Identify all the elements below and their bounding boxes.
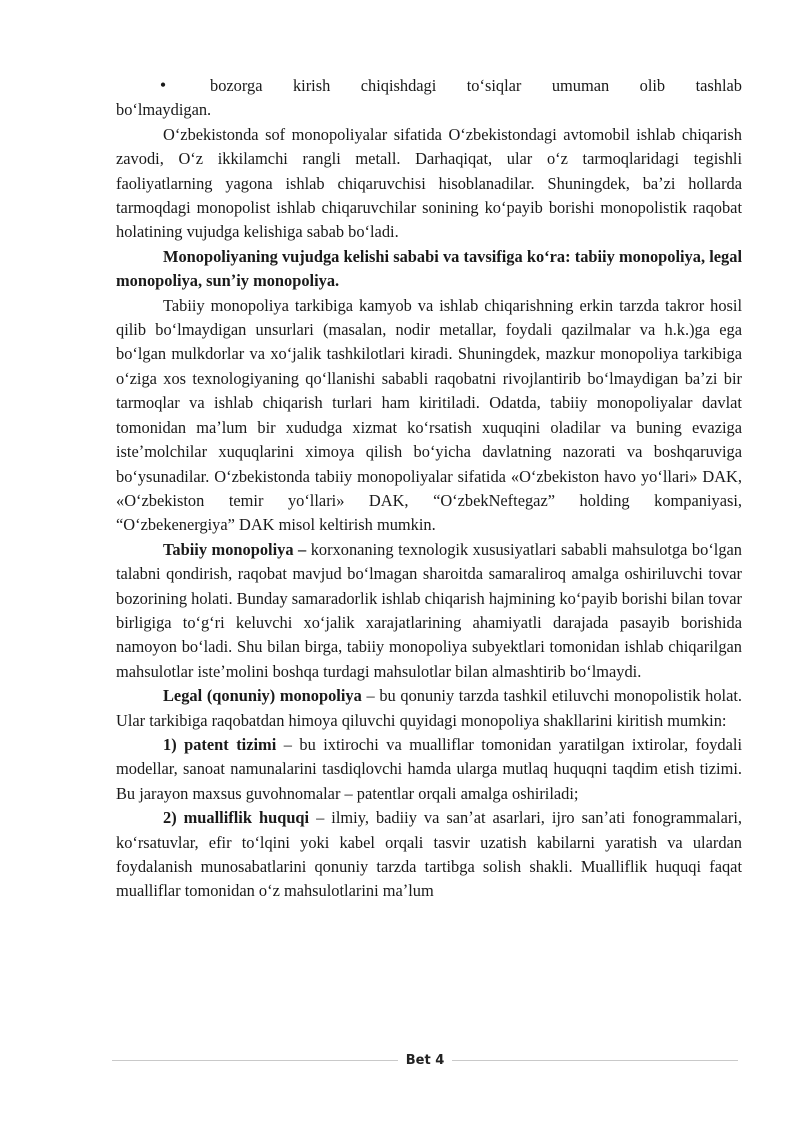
bullet-text-line1: bozorga kirish chiqishdagi toʻsiqlar umuman olib tashlab [210,76,742,95]
bullet-text-line2: boʻlmaydigan. [116,100,212,120]
definition-mualliflik-huquqi: – ilmiy, badiiy va sanʼat asarlari, ijro sanʼati fonogrammalari, koʻrsatuvlar, efir toʻlqini yoki kabel orqali tasvir uzatish kabilarni yaratish va ulardan foydalanish munosabatlarini qonuniy tarzda tartibga solish shakli. Mualliflik huquqi faqat mualliflar tomonidan oʻz mahsulotlarini maʼlum [116,808,743,901]
term-tabiiy-monopoliya: Tabiiy monopoliya – [163,539,307,559]
term-mualliflik-huquqi: 2) mualliflik huquqi [163,808,310,828]
paragraph-legal-monopoliya [116,684,742,733]
page-footer [112,1048,738,1072]
paragraph-mualliflik-huquqi [116,806,742,904]
definition-patent-tizimi: – bu ixtirochi va mualliflar tomonidan yaratilgan ixtirolar, foydali modellar, sanoat namunalarini tasdiqlovchi hamda ularga mutlaq huquqni taqdim etish tizimi. Bu jarayon maxsus guvohnomalar – patentlar orqali amalga oshiriladi; [116,734,743,803]
term-patent-tizimi: 1) patent tizimi [163,734,277,754]
page-number: Bet 4 [405,1052,445,1068]
term-legal-monopoliya: Legal (qonuniy) monopoliya [163,686,362,706]
paragraph-tabiiy-monopoliya-tarkibi: Tabiiy monopoliya tarkibiga kamyob va ishlab chiqarishning erkin tarzda takror hosil qilib boʻlmaydigan unsurlari (masalan, nodir metallar, foydali qazilmalar va h.k.)ga ega boʻlgan mulkdorlar va xoʻjalik tashkilotlari kiradi. Shuningdek, mazkur monopoliya tarkibiga oʻziga xos texnologiyaning qoʻllanishi sababli raqobatni rivojlantirib boʻlmaydigan baʼzi bir tarmoqlar va ishlab chiqarish turlari ham kiritiladi. Odatda, tabiiy monopoliyalar davlat tomonidan maʼlum bir xududga xizmat koʻrsatish xuquqini oladilar va buning evaziga isteʼmolchilar xuquqlarini ximoya qilish boʻyicha davlatning nazorati va boshqaruviga boʻysunadilar. Oʻzbekistonda tabiiy monopoliyalar sifatida «Oʻzbekiston havo yoʻllari» DAK, «Oʻzbekiston temir yoʻllari» DAK, “OʻzbekNeftegaz” holding kompaniyasi, “Oʻzbekenergiya” DAK misol keltirish mumkin. [116,295,742,535]
paragraph-tabiiy-monopoliya-tarif [116,538,742,684]
paragraph-sof-monopoliya: Oʻzbekistonda sof monopoliyalar sifatida Oʻzbekistondagi avtomobil ishlab chiqarish zavodi, Oʻz ikkilamchi rangli metall. Darhaqiqat, ular oʻz tarmoqlaridagi tegishli faoliyatlarning yagona ishlab chiqaruvchisi hisoblanadilar. Shuningdek, baʼzi hollarda tarmoqdagi monopolist ishlab chiqaruvchilar sonining koʻpayib borishi monopolistik raqobat holatining vujudga kelishiga sabab boʻladi. [116,124,742,242]
definition-tabiiy-monopoliya: korxonaning texnologik xususiyatlari sababli mahsulotga boʻlgan talabni qondirish, raqobat mavjud boʻlmagan sharoitda samaraliroq amalga oshiriluvchi tovar bozorining holati. Bunday samaradorlik ishlab chiqarish hajmining koʻpayib borishi bilan tovar birligiga toʻgʻri keluvchi xoʻjalik xarajatlarining ahamiyatli darajada pasayib borishida namoyon boʻladi. Shu bilan birga, tabiiy monopoliya subyektlari tomonidan ishlab chiqarilgan mahsulotlar isteʼmolini boshqa turdagi mahsulotlar bilan almashtirib boʻlmaydi. [116,539,743,681]
heading-monopoliya-turlari: Monopoliyaning vujudga kelishi sababi va tavsifiga koʻra: tabiiy monopoliya, legal monopoliya, sunʼiy monopoliya. [116,246,742,291]
footer-rule-left [112,1060,398,1061]
paragraph-patent-tizimi [116,733,742,806]
bullet-icon: • [159,75,167,95]
document-body [116,73,742,904]
definition-legal-monopoliya: – bu qonuniy tarzda tashkil etiluvchi monopolistik holat. Ular tarkibiga raqobatdan himoya qiluvchi quyidagi monopoliya shakllarini kiritish mumkin: [116,686,742,730]
paragraph-monopoliya-turlari [116,245,742,294]
footer-rule-right [452,1060,738,1061]
bullet-item [116,73,742,98]
